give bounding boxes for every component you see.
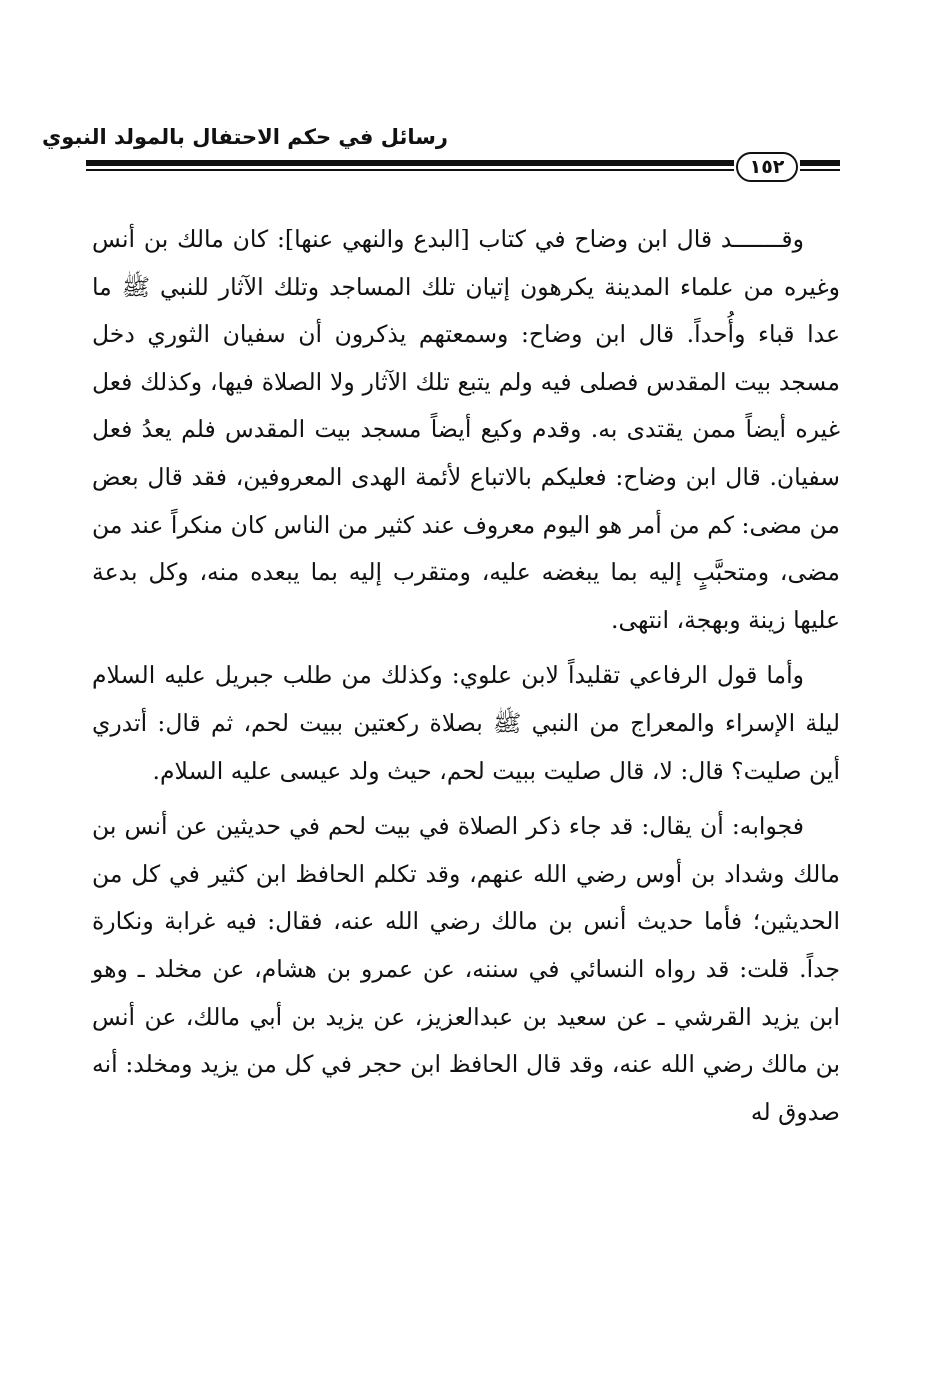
page-number: ١٥٢ (736, 152, 798, 182)
header-rule-right-thick (800, 160, 840, 166)
header-rule-right-thin (800, 169, 840, 171)
header-rule-thin (86, 169, 734, 171)
header-rule-thick (86, 160, 734, 166)
running-title: رسائل في حكم الاحتفال بالمولد النبوي (42, 125, 448, 149)
paragraph-1: وقـــــــد قال ابن وضاح في كتاب [البدع والنهي عنها]: كان مالك بن أنس وغيره من علماء المدينة يكرهون إتيان تلك المساجد وتلك الآثار للنبي ﷺ ما عدا قباء وأُحداً. قال ابن وضاح: وسمعتهم يذكرون أن سفيان الثوري دخل مسجد بيت المقدس فصلى فيه ولم يتبع تلك الآثار ولا الصلاة فيها، وكذلك فعل غيره أيضاً ممن يقتدى به. وقدم وكيع أيضاً مسجد بيت المقدس فلم يعدُ فعل سفيان. قال ابن وضاح: فعليكم بالاتباع لأئمة الهدى المعروفين، فقد قال بعض من مضى: كم من أمر هو اليوم معروف عند كثير من الناس كان منكراً عند من مضى، ومتحبَّبٍ إليه بما يبغضه عليه، ومتقرب إليه بما يبعده منه، وكل بدعة عليها زينة وبهجة، انتهى. (92, 225, 841, 634)
header-rule-right (800, 160, 840, 174)
paragraph-2: وأما قول الرفاعي تقليداً لابن علوي: وكذلك من طلب جبريل عليه السلام ليلة الإسراء والمعراج من النبي ﷺ بصلاة ركعتين ببيت لحم، ثم قال: أتدري أين صليت؟ قال: لا، قال صليت ببيت لحم، حيث ولد عيسى عليه السلام. (92, 661, 840, 785)
paragraph-3: فجوابه: أن يقال: قد جاء ذكر الصلاة في بيت لحم في حديثين عن أنس بن مالك وشداد بن أوس رضي الله عنهم، وقد تكلم الحافظ ابن كثير في كل من الحديثين؛ فأما حديث أنس بن مالك رضي الله عنه، فقال: فيه غرابة ونكارة جداً. قلت: قد رواه النسائي في سننه، عن عمرو بن هشام، عن مخلد ـ وهو ابن يزيد القرشي ـ عن سعيد بن عبدالعزيز، عن يزيد بن أبي مالك، عن أنس بن مالك رضي الله عنه، وقد قال الحافظ ابن حجر في كل من يزيد ومخلد: أنه صدوق له (92, 812, 840, 1126)
header-rule (86, 160, 734, 174)
body-text (92, 216, 840, 1144)
